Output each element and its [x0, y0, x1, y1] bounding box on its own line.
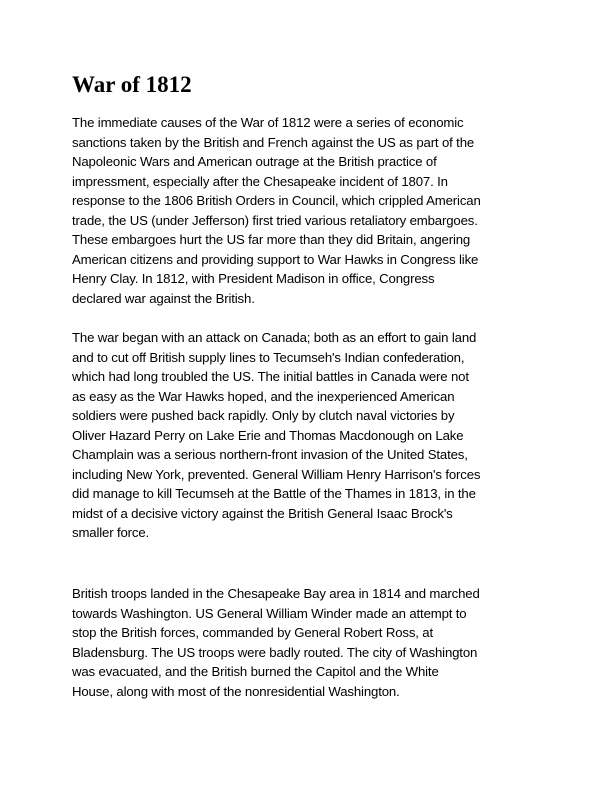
text-line: stop the British forces, commanded by General Robert Ross, at: [72, 625, 434, 640]
text-line: Napoleonic Wars and American outrage at the British practice of: [72, 154, 437, 169]
text-line: and to cut off British supply lines to Tecumseh's Indian confederation,: [72, 349, 465, 365]
text-line: The war began with an attack on Canada; both as an effort to gain land: [72, 330, 477, 345]
text-line: was evacuated, and the British burned the Capitol and the White: [72, 664, 439, 679]
text-line: smaller force.: [72, 525, 150, 540]
text-line: House, along with most of the nonresidential Washington.: [72, 683, 400, 699]
text-line: Oliver Hazard Perry on Lake Erie and Thomas Macdonough on Lake: [72, 427, 464, 443]
text-line: declared war against the British.: [72, 290, 255, 306]
text-line: soldiers were pushed back rapidly. Only by clutch naval victories by: [72, 408, 455, 423]
document-title: War of 1812: [72, 72, 192, 97]
text-line: trade, the US (under Jefferson) first tried various retaliatory embargoes.: [72, 212, 478, 228]
text-line: midst of a decisive victory against the British General Isaac Brock's: [72, 505, 453, 521]
text-line: sanctions taken by the British and French against the US as part of the: [72, 134, 475, 150]
text-line: response to the 1806 British Orders in Council, which crippled American: [72, 193, 481, 208]
text-line: American citizens and providing support to War Hawks in Congress like: [72, 251, 479, 267]
text-line: Champlain was a serious northern-front invasion of the United States,: [72, 447, 468, 462]
text-line: as easy as the War Hawks hoped, and the inexperienced American: [72, 388, 455, 404]
text-line: impressment, especially after the Chesapeake incident of 1807. In: [72, 173, 448, 189]
text-line: Bladensburg. The US troops were badly routed. The city of Washington: [72, 644, 478, 660]
paragraph-washington-burning: [72, 584, 480, 701]
paragraph-canada-campaign: [72, 328, 480, 543]
text-line: which had long troubled the US. The initial battles in Canada were not: [72, 369, 469, 384]
text-line: The immediate causes of the War of 1812 were a series of economic: [72, 115, 464, 130]
paragraph-causes: [72, 113, 481, 308]
text-line: including New York, prevented. General William Henry Harrison's forces: [72, 466, 481, 482]
text-line: British troops landed in the Chesapeake Bay area in 1814 and marched: [72, 586, 480, 601]
text-line: Henry Clay. In 1812, with President Madison in office, Congress: [72, 271, 435, 286]
text-line: towards Washington. US General William Winder made an attempt to: [72, 605, 467, 621]
text-line: These embargoes hurt the US far more than they did Britain, angering: [72, 232, 471, 247]
text-line: did manage to kill Tecumseh at the Battle of the Thames in 1813, in the: [72, 486, 476, 501]
